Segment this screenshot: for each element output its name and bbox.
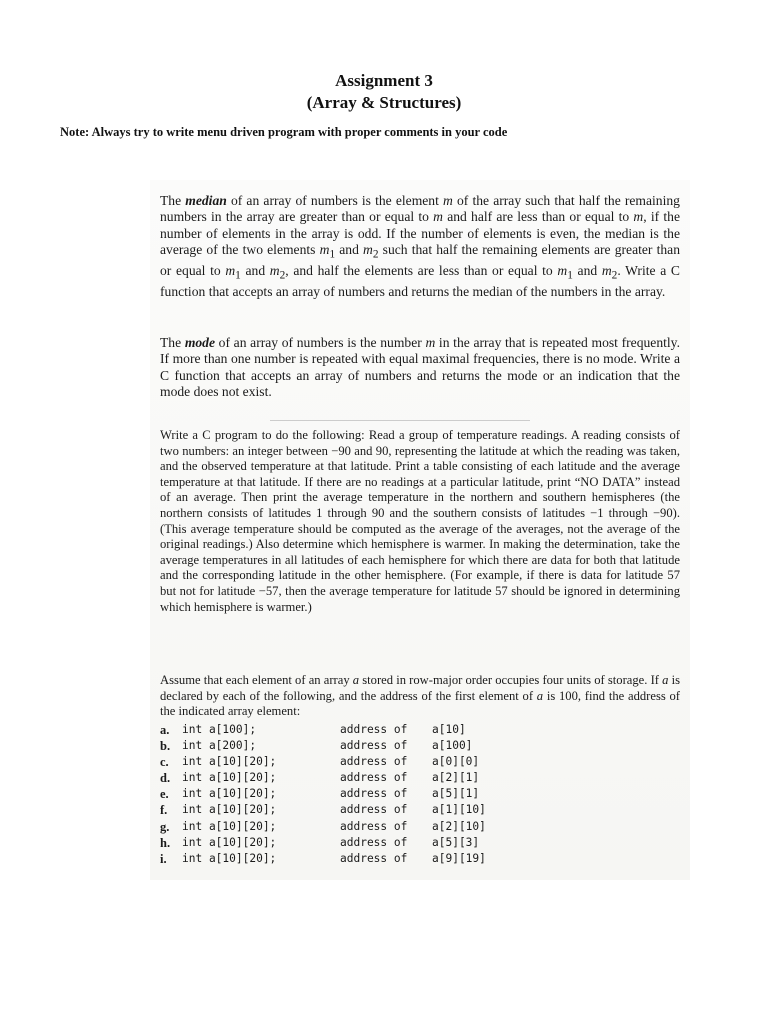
- row-address-of: address of: [340, 835, 408, 849]
- row-label: a.: [160, 723, 170, 737]
- row-element: a[2][10]: [432, 819, 486, 833]
- row-label: g.: [160, 819, 170, 834]
- row-label: b.: [160, 739, 171, 754]
- address-row: [160, 802, 580, 818]
- row-label: i.: [160, 851, 167, 866]
- address-row: [160, 770, 580, 786]
- row-label: d.: [160, 771, 171, 786]
- row-element: a[0][0]: [432, 755, 480, 769]
- address-row: [160, 754, 580, 770]
- row-declaration: int a[10][20];: [182, 755, 277, 769]
- row-element: a[2][1]: [432, 771, 480, 785]
- row-declaration: int a[10][20];: [182, 803, 277, 817]
- row-element: a[10]: [432, 723, 466, 736]
- row-declaration: int a[200];: [182, 739, 257, 753]
- row-address-of: address of: [340, 851, 408, 865]
- address-row: [160, 851, 580, 867]
- row-address-of: address of: [340, 819, 408, 833]
- row-declaration: int a[10][20];: [182, 851, 277, 865]
- row-element: a[5][3]: [432, 835, 480, 849]
- row-element: a[100]: [432, 739, 473, 753]
- row-label: h.: [160, 835, 171, 850]
- divider: [270, 420, 530, 421]
- row-address-of: address of: [340, 723, 408, 736]
- row-element: a[5][1]: [432, 787, 480, 801]
- row-declaration: int a[10][20];: [182, 819, 277, 833]
- address-list: [160, 722, 580, 867]
- address-row: [160, 819, 580, 835]
- row-declaration: int a[100];: [182, 723, 257, 736]
- row-label: e.: [160, 787, 169, 802]
- row-address-of: address of: [340, 787, 408, 801]
- median-question: The median of an array of numbers is the element m of the array such that half the remaining numbers in the array are greater than or equal to m and half are less than or equal to m, if the number of elements in the array is odd. If the number of elements is even, the median is the average of the two elements $m_1$ and $m_2$ such that half the remaining elements are greater than or equal to $m_1$ and $m_2$, and half the elements are less than or equal to $m_1$ and $m_2$. Write a C function that accepts an array of numbers and returns the median of the numbers in the array.: [160, 193, 681, 299]
- row-label: c.: [160, 755, 169, 770]
- row-declaration: int a[10][20];: [182, 835, 277, 849]
- row-element: a[1][10]: [432, 803, 486, 817]
- row-address-of: address of: [340, 771, 408, 785]
- address-row: [160, 722, 580, 738]
- mode-question: The mode of an array of numbers is the number m in the array that is repeated most frequently. If more than one number is repeated with equal maximal frequencies, there is no mode. Write a C function that accepts an array of numbers and returns the mode or an indication that the mode does not exist.: [160, 335, 680, 399]
- row-declaration: int a[10][20];: [182, 771, 277, 785]
- assignment-title: Assignment 3: [335, 71, 433, 90]
- row-label: f.: [160, 803, 168, 818]
- assignment-subtitle: (Array & Structures): [306, 93, 462, 112]
- address-question: Assume that each element of an array a stored in row-major order occupies four units of storage. If a is declared by each of the following, and the address of the first element of a is 100, find the address of the indicated array element:: [160, 673, 681, 719]
- address-row: [160, 738, 580, 754]
- temperature-question: Write a C program to do the following: Read a group of temperature readings. A reading consists of two numbers: an integer between −90 and 90, representing the latitude at which the reading was taken, and the observed temperature at that latitude. Print a table consisting of each latitude and the average temperature at that latitude. If there are no readings at a particular latitude, print “NO DATA” instead of an average. Then print the average temperature in the northern and southern hemispheres (the northern consists of latitudes 1 through 90 and the southern consists of latitudes −1 through −90). (This average temperature should be computed as the average of the averages, not the average of the original readings.) Also determine which hemisphere is warmer. In making the determination, take the average temperatures in all latitudes of each hemisphere for which there are data for both that latitude and the corresponding latitude in the other hemisphere. (For example, if there is data for latitude 57 but not for latitude −57, then the average temperature for latitude 57 should be ignored in determining which hemisphere is warmer.): [160, 428, 680, 614]
- row-element: a[9][19]: [432, 851, 486, 865]
- address-row: [160, 835, 580, 851]
- row-declaration: int a[10][20];: [182, 787, 277, 801]
- row-address-of: address of: [340, 755, 408, 769]
- row-address-of: address of: [340, 739, 408, 753]
- address-row: [160, 786, 580, 802]
- note-text: Note: Always try to write menu driven program with proper comments in your code: [60, 125, 508, 139]
- row-address-of: address of: [340, 803, 408, 817]
